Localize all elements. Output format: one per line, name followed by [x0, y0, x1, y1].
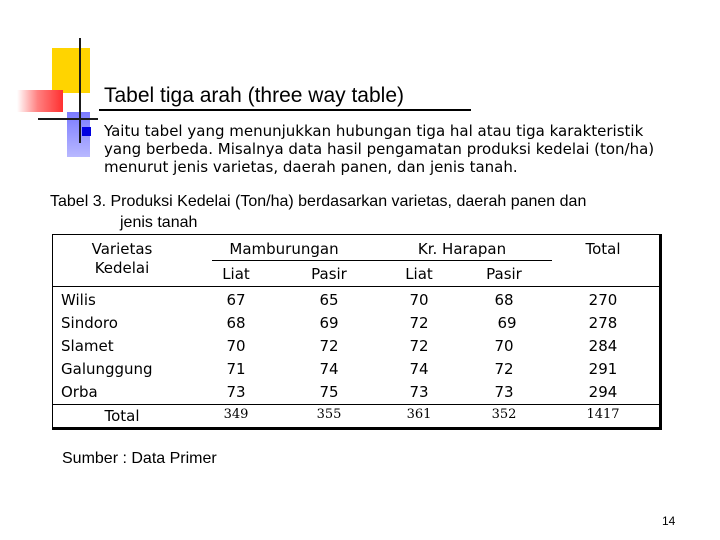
header-soil-liat-2: Liat: [405, 265, 433, 283]
logo-horizontal-line: [38, 118, 98, 120]
cell-value: 73: [494, 383, 514, 401]
column-total: 352: [491, 407, 517, 422]
cell-value: 70: [409, 291, 429, 309]
cell-value: 69: [497, 314, 517, 332]
cell-value: 72: [409, 314, 429, 332]
column-total: 355: [316, 407, 342, 422]
cell-value: 67: [226, 291, 246, 309]
cell-value: 72: [319, 337, 339, 355]
header-varietas-line2: Kedelai: [94, 259, 150, 277]
row-name: Galunggung: [61, 360, 153, 378]
header-soil-liat-1: Liat: [222, 265, 250, 283]
table-caption-line1: Tabel 3. Produksi Kedelai (Ton/ha) berdasarkan varietas, daerah panen dan: [50, 193, 587, 210]
row-name: Sindoro: [61, 314, 118, 332]
cell-value: 68: [494, 291, 514, 309]
cell-value: 73: [409, 383, 429, 401]
column-total: 349: [223, 407, 249, 422]
cell-value: 74: [319, 360, 339, 378]
slide-description: Yaitu tabel yang menunjukkan hubungan tiga hal atau tiga karakteristik yang berbeda. Misalnya data hasil pengamatan produksi kedelai (ton/ha) menurut jenis varietas, daerah panen, dan jenis tanah.: [104, 122, 655, 176]
table-subheader-border: [212, 260, 552, 261]
cell-value: 69: [319, 314, 339, 332]
table-right-shadow: [659, 234, 662, 430]
header-region-mamburungan: Mamburungan: [229, 240, 339, 258]
logo-red-bar: [17, 90, 63, 112]
data-source: Sumber : Data Primer: [62, 450, 217, 467]
header-soil-pasir-2: Pasir: [486, 265, 522, 283]
totals-label: Total: [104, 407, 140, 425]
cell-value: 68: [226, 314, 246, 332]
cell-value: 73: [226, 383, 246, 401]
logo-vertical-line: [79, 38, 81, 143]
cell-value: 75: [319, 383, 339, 401]
row-total: 278: [588, 314, 618, 332]
table-header-border: [52, 286, 660, 287]
row-total: 284: [588, 337, 618, 355]
cell-value: 71: [226, 360, 246, 378]
cell-value: 72: [494, 360, 514, 378]
header-total: Total: [585, 240, 621, 258]
cell-value: 74: [409, 360, 429, 378]
header-varietas-line1: Varietas: [91, 240, 153, 258]
cell-value: 70: [494, 337, 514, 355]
column-total: 361: [406, 407, 432, 422]
row-total: 291: [588, 360, 618, 378]
title-underline: [99, 109, 471, 111]
table-left-border: [52, 234, 53, 429]
logo-yellow-square: [52, 48, 90, 93]
cell-value: 70: [226, 337, 246, 355]
grand-total: 1417: [586, 407, 620, 422]
row-total: 294: [588, 383, 618, 401]
table-total-border: [52, 404, 660, 405]
table-top-border: [52, 234, 660, 235]
bullet-icon: [82, 127, 91, 136]
production-table: [52, 234, 662, 430]
header-region-kr-harapan: Kr. Harapan: [417, 240, 507, 258]
slide-title: Tabel tiga arah (three way table): [104, 84, 404, 107]
cell-value: 72: [409, 337, 429, 355]
row-total: 270: [588, 291, 618, 309]
table-bottom-shadow: [52, 427, 662, 430]
row-name: Wilis: [61, 291, 96, 309]
row-name: Orba: [61, 383, 98, 401]
table-caption-line2: jenis tanah: [120, 214, 198, 231]
row-name: Slamet: [61, 337, 114, 355]
table-caption: [50, 191, 690, 233]
cell-value: 65: [319, 291, 339, 309]
header-soil-pasir-1: Pasir: [311, 265, 347, 283]
page-number: 14: [662, 514, 676, 528]
